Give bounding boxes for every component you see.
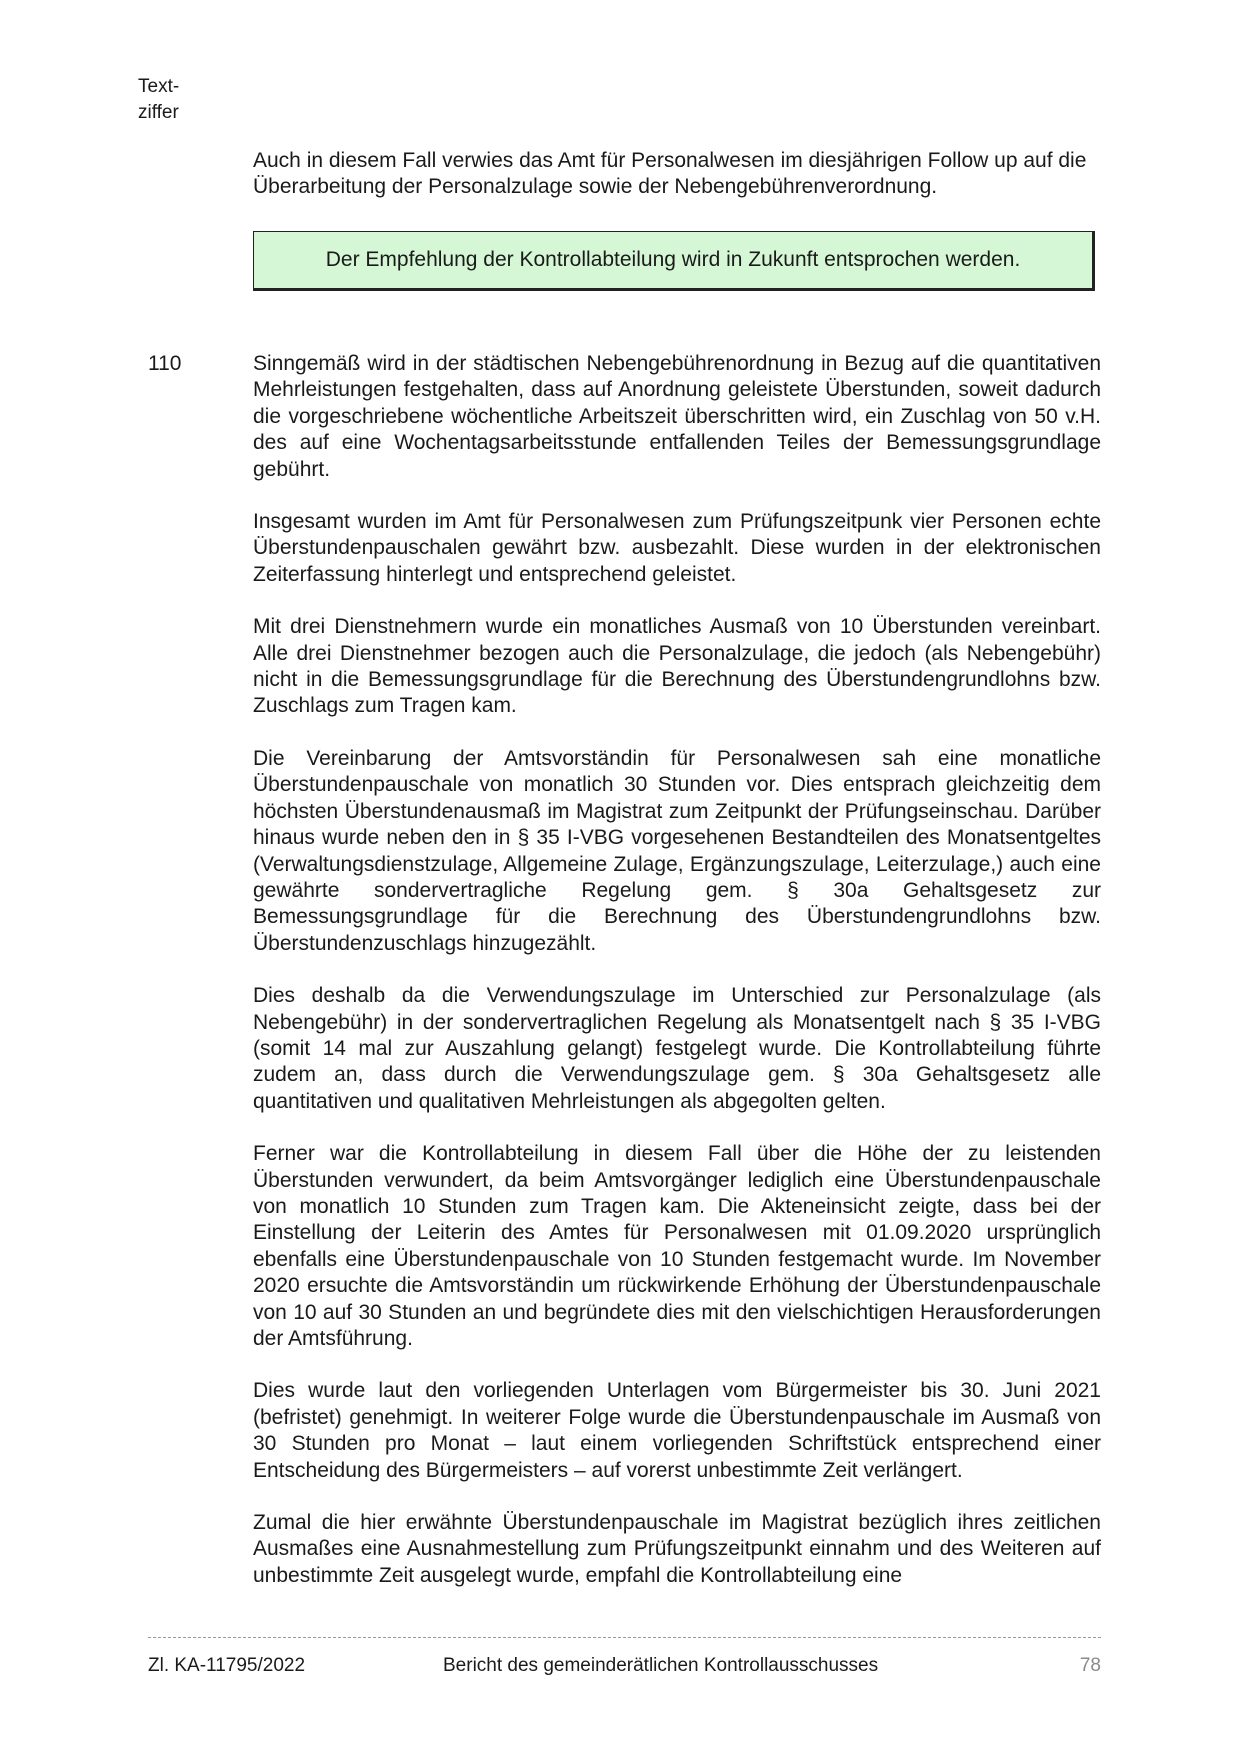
paragraph: Dies deshalb da die Verwendungszulage im Unterschied zur Personalzulage (als Nebengebühr) in der sondervertraglichen Regelung als Monatsentgelt nach § 35 I-VBG (somit 14 mal zur Auszahlung gelangt) festgelegt wurde. Die Kontrollabteilung führte zudem an, dass durch die Verwendungszulage gem. § 30a Gehaltsgesetz alle quantitativen und qualitativen Mehrleistungen als abgegolten gelten.	[253, 984, 1101, 1113]
paragraph: Dies wurde laut den vorliegenden Unterlagen vom Bürgermeister bis 30. Juni 2021 (befristet) genehmigt. In weiterer Folge wurde die Überstundenpauschale im Ausmaß von 30 Stunden pro Monat – laut einem vorliegenden Schriftstück entsprechend einer Entscheidung des Bürgermeisters – auf vorerst unbestimmte Zeit verlängert.	[253, 1379, 1101, 1482]
section-number: 110	[148, 352, 182, 375]
section-body	[253, 351, 1101, 1615]
paragraph: Mit drei Dienstnehmern wurde ein monatliches Ausmaß von 10 Überstunden vereinbart. Alle drei Dienstnehmer bezogen auch die Personalzulage, die jedoch (als Nebengebühr) nicht in die Bemessungsgrundlage für die Berechnung des Überstundengrundlohns bzw. Zuschlags zum Tragen kam.	[253, 615, 1101, 718]
paragraph: Die Vereinbarung der Amtsvorständin für Personalwesen sah eine monatliche Überstundenpauschale von monatlich 30 Stunden vor. Dies entsprach gleichzeitig dem höchsten Überstundenausmaß im Magistrat zum Zeitpunkt der Prüfungseinschau. Darüber hinaus wurde neben den in § 35 I-VBG vorgesehenen Bestandteilen des Monatsentgeltes (Verwaltungsdienstzulage, Allgemeine Zulage, Ergänzungszulage, Leiterzulage,) auch eine gewährte sondervertragliche Regelung gem. § 30a Gehaltsgesetz zur Bemessungsgrundlage für die Berechnung des Überstundengrundlohns bzw. Überstundenzuschlags hinzugezählt.	[253, 746, 1101, 955]
footer-divider	[148, 1637, 1101, 1638]
margin-label-textziffer	[138, 74, 179, 126]
report-title: Bericht des gemeinderätlichen Kontrollausschusses	[443, 1655, 879, 1676]
callout-text: Der Empfehlung der Kontrollabteilung wird in Zukunft entsprochen werden.	[325, 248, 1021, 271]
intro-paragraph: Auch in diesem Fall verwies das Amt für Personalwesen im diesjährigen Follow up auf die Überarbeitung der Personalzulage sowie der Nebengebührenverordnung.	[253, 149, 1087, 199]
paragraph: Zumal die hier erwähnte Überstundenpauschale im Magistrat bezüglich ihres zeitlichen Ausmaßes eine Ausnahmestellung zum Prüfungszeitpunkt einnahm und des Weiteren auf unbestimmte Zeit ausgelegt wurde, empfahl die Kontrollabteilung eine	[253, 1511, 1101, 1587]
paragraph: Ferner war die Kontrollabteilung in diesem Fall über die Höhe der zu leistenden Überstunden verwundert, da beim Amtsvorgänger lediglich eine Überstundenpauschale von monatlich 10 Stunden zum Tragen kam. Die Akteneinsicht zeigte, dass bei der Einstellung der Leiterin des Amtes für Personalwesen mit 01.09.2020 ursprünglich ebenfalls eine Überstundenpauschale von 10 Stunden festgemacht wurde. Im November 2020 ersuchte die Amtsvorständin um rückwirkende Erhöhung der Überstundenpauschale von 10 auf 30 Stunden an und begründete dies mit den vielschichtigen Herausforderungen der Amtsführung.	[253, 1142, 1101, 1350]
margin-label-line-2: ziffer	[138, 102, 179, 123]
margin-label-line-1: Text-	[138, 76, 180, 97]
document-reference: Zl. KA-11795/2022	[148, 1655, 306, 1676]
intro-block	[253, 148, 1101, 201]
paragraph: Insgesamt wurden im Amt für Personalwesen zum Prüfungszeitpunk vier Personen echte Überstundenpauschalen gewährt bzw. ausbezahlt. Diese wurden in der elektronischen Zeiterfassung hinterlegt und entsprechend geleistet.	[253, 510, 1101, 586]
paragraph: Sinngemäß wird in der städtischen Nebengebührenordnung in Bezug auf die quantitativen Mehrleistungen festgehalten, dass auf Anordnung geleistete Überstunden, soweit dadurch die vorgeschriebene wöchentliche Arbeitszeit überschritten wird, ein Zuschlag von 50 v.H. des auf eine Wochentagsarbeitsstunde entfallenden Teiles der Bemessungsgrundlage gebührt.	[253, 352, 1101, 481]
page-number: 78	[1079, 1655, 1101, 1676]
response-callout-box	[253, 231, 1095, 291]
